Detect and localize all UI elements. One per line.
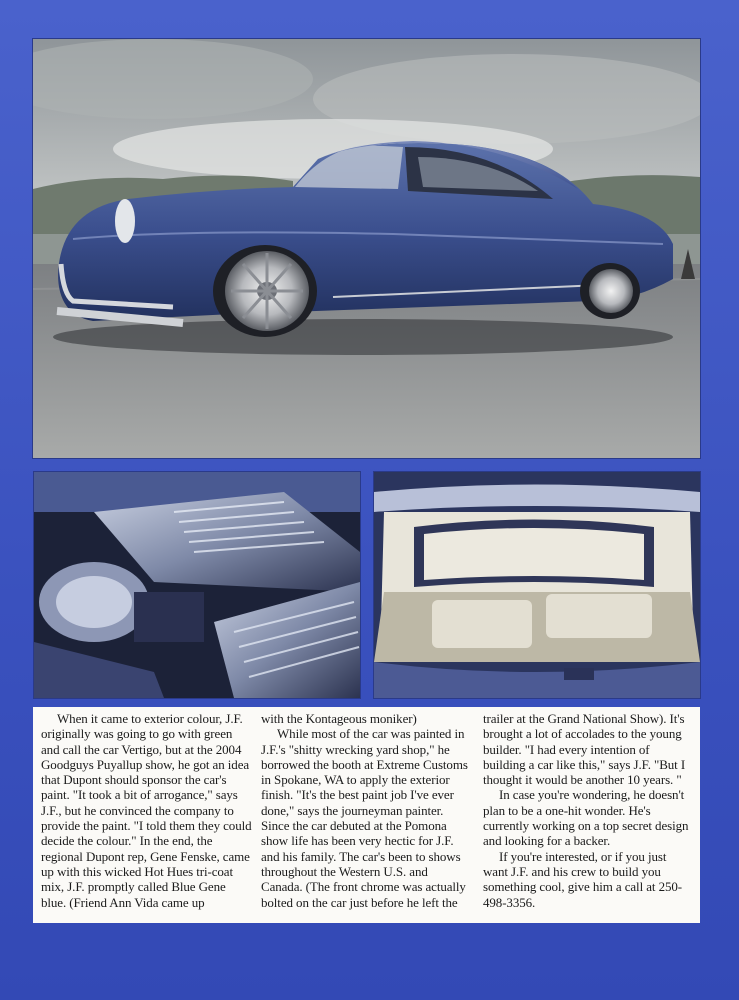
engine-bay-photo bbox=[33, 471, 361, 699]
paragraph: While most of the car was painted in J.F.'s "shitty wrecking yard shop," he borrowed the booth at Extreme Customs in Spokane, WA to apply the exterior finish. "It's the best paint job I've ever done," says the journeyman painter. Since the car debuted at the Pomona show life has been very hectic for J.F. and his family. The car's been to shows throughout the Western U.S. and Canada. (The front chrome was actually bolted on the car just before he left the bbox=[261, 726, 468, 910]
paragraph: When it came to exterior colour, J.F. originally was going to go with green and call the car Vertigo, but at the 2004 Goodguys Puyallup show, he got an idea that Dupont should sponsor the car's paint. "It took a bit of arrogance," says J.F., but he convinced the company to provide the paint. "I told them they could decide the colour." In the end, the regional Dupont rep, Gene Fenske, came up with this wicked Hot Hues tri-coat mix, J.F. promptly called Blue Gene blue. (Friend Ann Vida came up bbox=[41, 711, 252, 910]
article-column-1 bbox=[41, 711, 253, 910]
paragraph: trailer at the Grand National Show). It's brought a lot of accolades to the young builder. "I had every intention of building a car like this," says J.F. "But I thought it would be another 10 years. " bbox=[483, 711, 686, 788]
paragraph: with the Kontageous moniker) bbox=[261, 711, 417, 726]
trunk-photo bbox=[373, 471, 701, 699]
article-column-3 bbox=[483, 711, 693, 910]
article-text-panel bbox=[33, 707, 700, 923]
paragraph: In case you're wondering, he doesn't plan to be a one-hit wonder. He's currently working on a top secret design and looking for a backer. bbox=[483, 787, 689, 849]
main-car-photo bbox=[32, 38, 701, 459]
article-column-2 bbox=[261, 711, 471, 910]
paragraph: If you're interested, or if you just want J.F. and his crew to build you something cool, give him a call at 250-498-3356. bbox=[483, 848, 682, 910]
